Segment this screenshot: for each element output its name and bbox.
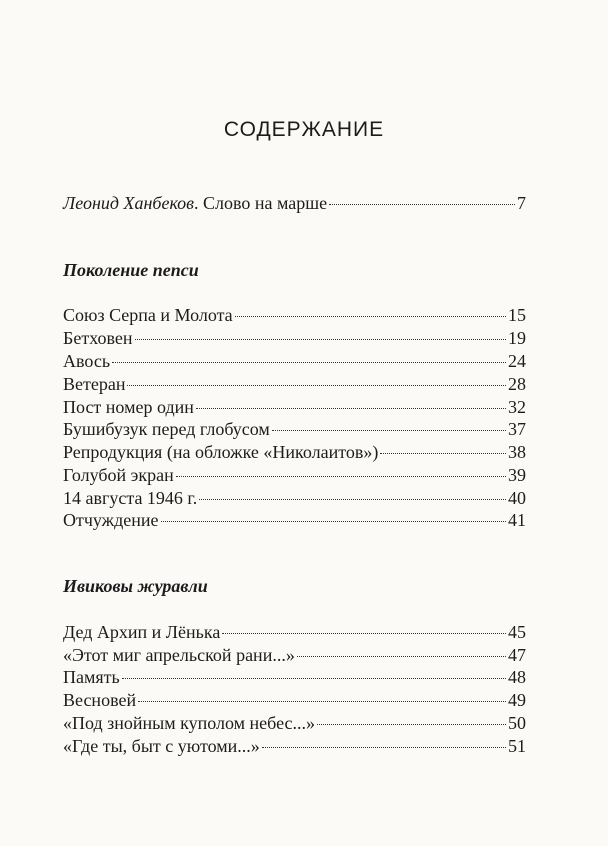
work-title: . Слово на марше <box>194 193 328 213</box>
toc-entry <box>63 327 526 349</box>
page-number: 41 <box>508 510 526 530</box>
toc-entry-title <box>63 192 327 214</box>
dot-leader <box>329 204 515 205</box>
toc-entry-title: 14 августа 1946 г. <box>63 488 198 508</box>
dot-leader <box>317 724 506 725</box>
page-number: 24 <box>508 351 526 371</box>
section-title: Ивиковы журавли <box>63 576 208 596</box>
page-title: СОДЕРЖАНИЕ <box>223 118 385 141</box>
toc-entry-title: Голубой экран <box>63 465 174 485</box>
author-name: Леонид Ханбеков <box>63 193 194 213</box>
toc-entry-title: Авось <box>63 351 111 371</box>
toc-entry-title: Союз Серпа и Молота <box>63 305 233 325</box>
toc-entry-title: Репродукция (на обложке «Николаитов») <box>63 442 379 462</box>
toc-entry-title: Пост номер один <box>63 397 194 417</box>
page-number: 40 <box>508 488 526 508</box>
page-number: 32 <box>508 397 526 417</box>
toc-entry <box>63 373 526 395</box>
page-number: 48 <box>508 667 526 687</box>
dot-leader <box>135 339 506 340</box>
toc-entry <box>63 350 526 372</box>
page-number: 45 <box>508 622 526 642</box>
page-number: 50 <box>508 713 526 733</box>
dot-leader <box>199 499 506 500</box>
toc-entry <box>63 735 526 757</box>
dot-leader <box>262 747 506 748</box>
dot-leader <box>196 408 506 409</box>
dot-leader <box>176 476 506 477</box>
page-number: 51 <box>508 736 526 756</box>
page-number: 15 <box>508 305 526 325</box>
toc-entry-title: «Где ты, быт с уютоми...» <box>63 736 260 756</box>
toc-entry <box>63 666 526 688</box>
toc-entry-title: Память <box>63 667 120 687</box>
toc-entry <box>63 621 526 643</box>
toc-entry <box>63 304 526 326</box>
toc-entry-title: Ветеран <box>63 374 126 394</box>
toc-entry <box>63 509 526 531</box>
toc-entry-title: Отчуждение <box>63 510 159 530</box>
toc-entry-title: «Под знойным куполом небес...» <box>63 713 316 733</box>
toc-entry <box>63 644 526 666</box>
toc-entry <box>63 712 526 734</box>
dot-leader <box>380 453 506 454</box>
toc-entry <box>63 464 526 486</box>
toc-entry-title: Бетховен <box>63 328 133 348</box>
dot-leader <box>127 385 506 386</box>
toc-entry-title: Дед Архип и Лёнька <box>63 622 221 642</box>
page-number: 19 <box>508 328 526 348</box>
toc-entry <box>63 441 526 463</box>
toc-entry <box>63 689 526 711</box>
page-number: 37 <box>508 419 526 439</box>
page-number: 7 <box>517 193 526 213</box>
page-number: 28 <box>508 374 526 394</box>
page-number: 38 <box>508 442 526 462</box>
section-title: Поколение пепси <box>63 260 199 280</box>
dot-leader <box>222 633 506 634</box>
toc-entry-title: Весновей <box>63 690 137 710</box>
dot-leader <box>235 316 506 317</box>
toc-entry-title: Бушибузук перед глобусом <box>63 419 270 439</box>
toc-entry-intro <box>63 192 526 214</box>
toc-entry-title: «Этот миг апрельской рани...» <box>63 645 295 665</box>
toc-entry <box>63 396 526 418</box>
dot-leader <box>138 701 506 702</box>
toc-entry <box>63 487 526 509</box>
dot-leader <box>112 362 506 363</box>
page-number: 47 <box>508 645 526 665</box>
page-number: 49 <box>508 690 526 710</box>
toc-entry <box>63 418 526 440</box>
dot-leader <box>122 678 506 679</box>
dot-leader <box>161 521 506 522</box>
dot-leader <box>272 430 506 431</box>
page-number: 39 <box>508 465 526 485</box>
dot-leader <box>297 656 506 657</box>
